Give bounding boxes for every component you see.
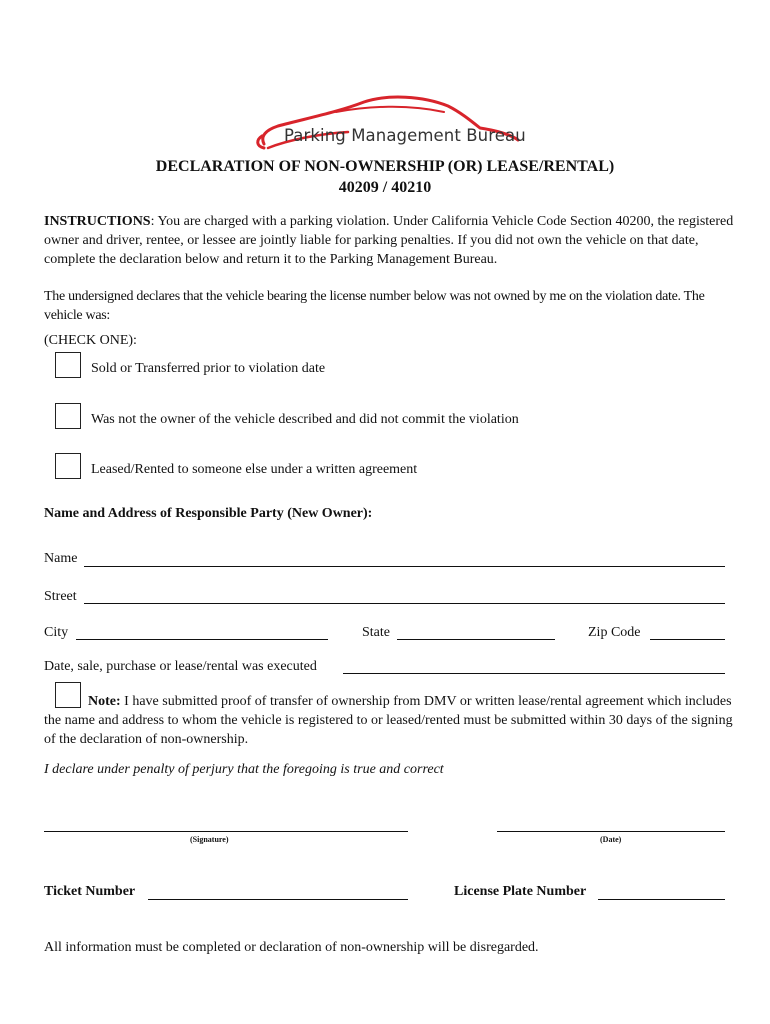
state-label: State	[362, 625, 390, 640]
zip-code-field[interactable]	[650, 639, 725, 640]
footer-notice: All information must be completed or declaration of non-ownership will be disregarded.	[44, 940, 539, 955]
ticket-number-label: Ticket Number	[44, 884, 136, 899]
not-owner-checkbox[interactable]	[55, 403, 81, 429]
responsible-party-heading: Name and Address of Responsible Party (New Owner):	[44, 506, 373, 521]
check-one-label: (CHECK ONE):	[44, 333, 137, 348]
street-label: Street	[44, 589, 77, 604]
sale-date-field[interactable]	[343, 673, 725, 674]
street-field[interactable]	[84, 603, 725, 604]
option-not-owner-label: Was not the owner of the vehicle described and did not commit the violation	[91, 412, 519, 427]
parking-bureau-logo	[248, 92, 538, 154]
note-text: I have submitted proof of transfer of ownership from DMV or written lease/rental agreement which includes the name and address to whom the vehicle is registered to or leased/rented must be submitted within 30 days of the signing of the declaration of non-ownership.	[44, 694, 733, 747]
instructions-paragraph	[44, 212, 734, 269]
license-plate-field[interactable]	[598, 899, 725, 900]
sold-transferred-checkbox[interactable]	[55, 352, 81, 378]
signature-caption: (Signature)	[190, 835, 229, 844]
note-paragraph	[44, 692, 734, 749]
city-label: City	[44, 625, 69, 640]
city-field[interactable]	[76, 639, 328, 640]
declaration-paragraph: The undersigned declares that the vehicle bearing the license number below was not owned by me on the violation date. The vehicle was:	[44, 289, 705, 323]
license-plate-label: License Plate Number	[454, 884, 587, 899]
ticket-number-field[interactable]	[148, 899, 408, 900]
sale-date-label: Date, sale, purchase or lease/rental was executed	[44, 659, 317, 674]
instructions-colon: :	[150, 214, 155, 229]
note-label: Note:	[88, 694, 121, 709]
logo-text: Parking Management Bureau	[284, 126, 526, 145]
name-field[interactable]	[84, 566, 725, 567]
state-field[interactable]	[397, 639, 555, 640]
date-caption: (Date)	[600, 835, 622, 844]
date-field[interactable]	[497, 831, 725, 832]
option-leased-label: Leased/Rented to someone else under a written agreement	[91, 462, 418, 477]
form-code-numbers: 40209 / 40210	[338, 179, 432, 196]
form-title: DECLARATION OF NON-OWNERSHIP (OR) LEASE/RENTAL)	[155, 158, 615, 175]
leased-rented-checkbox[interactable]	[55, 453, 81, 479]
instructions-label: INSTRUCTIONS	[44, 214, 151, 229]
signature-field[interactable]	[44, 831, 408, 832]
perjury-statement: I declare under penalty of perjury that the foregoing is true and correct	[44, 762, 444, 777]
option-sold-label: Sold or Transferred prior to violation date	[91, 361, 326, 376]
instructions-text: You are charged with a parking violation. Under California Vehicle Code Section 40200, the registered owner and driver, rentee, or lessee are jointly liable for parking penalties. If you did not own the vehicle on that date, complete the declaration below and return it to the Parking Management Bureau.	[44, 214, 734, 267]
name-label: Name	[44, 551, 78, 566]
zip-code-label: Zip Code	[588, 625, 641, 640]
